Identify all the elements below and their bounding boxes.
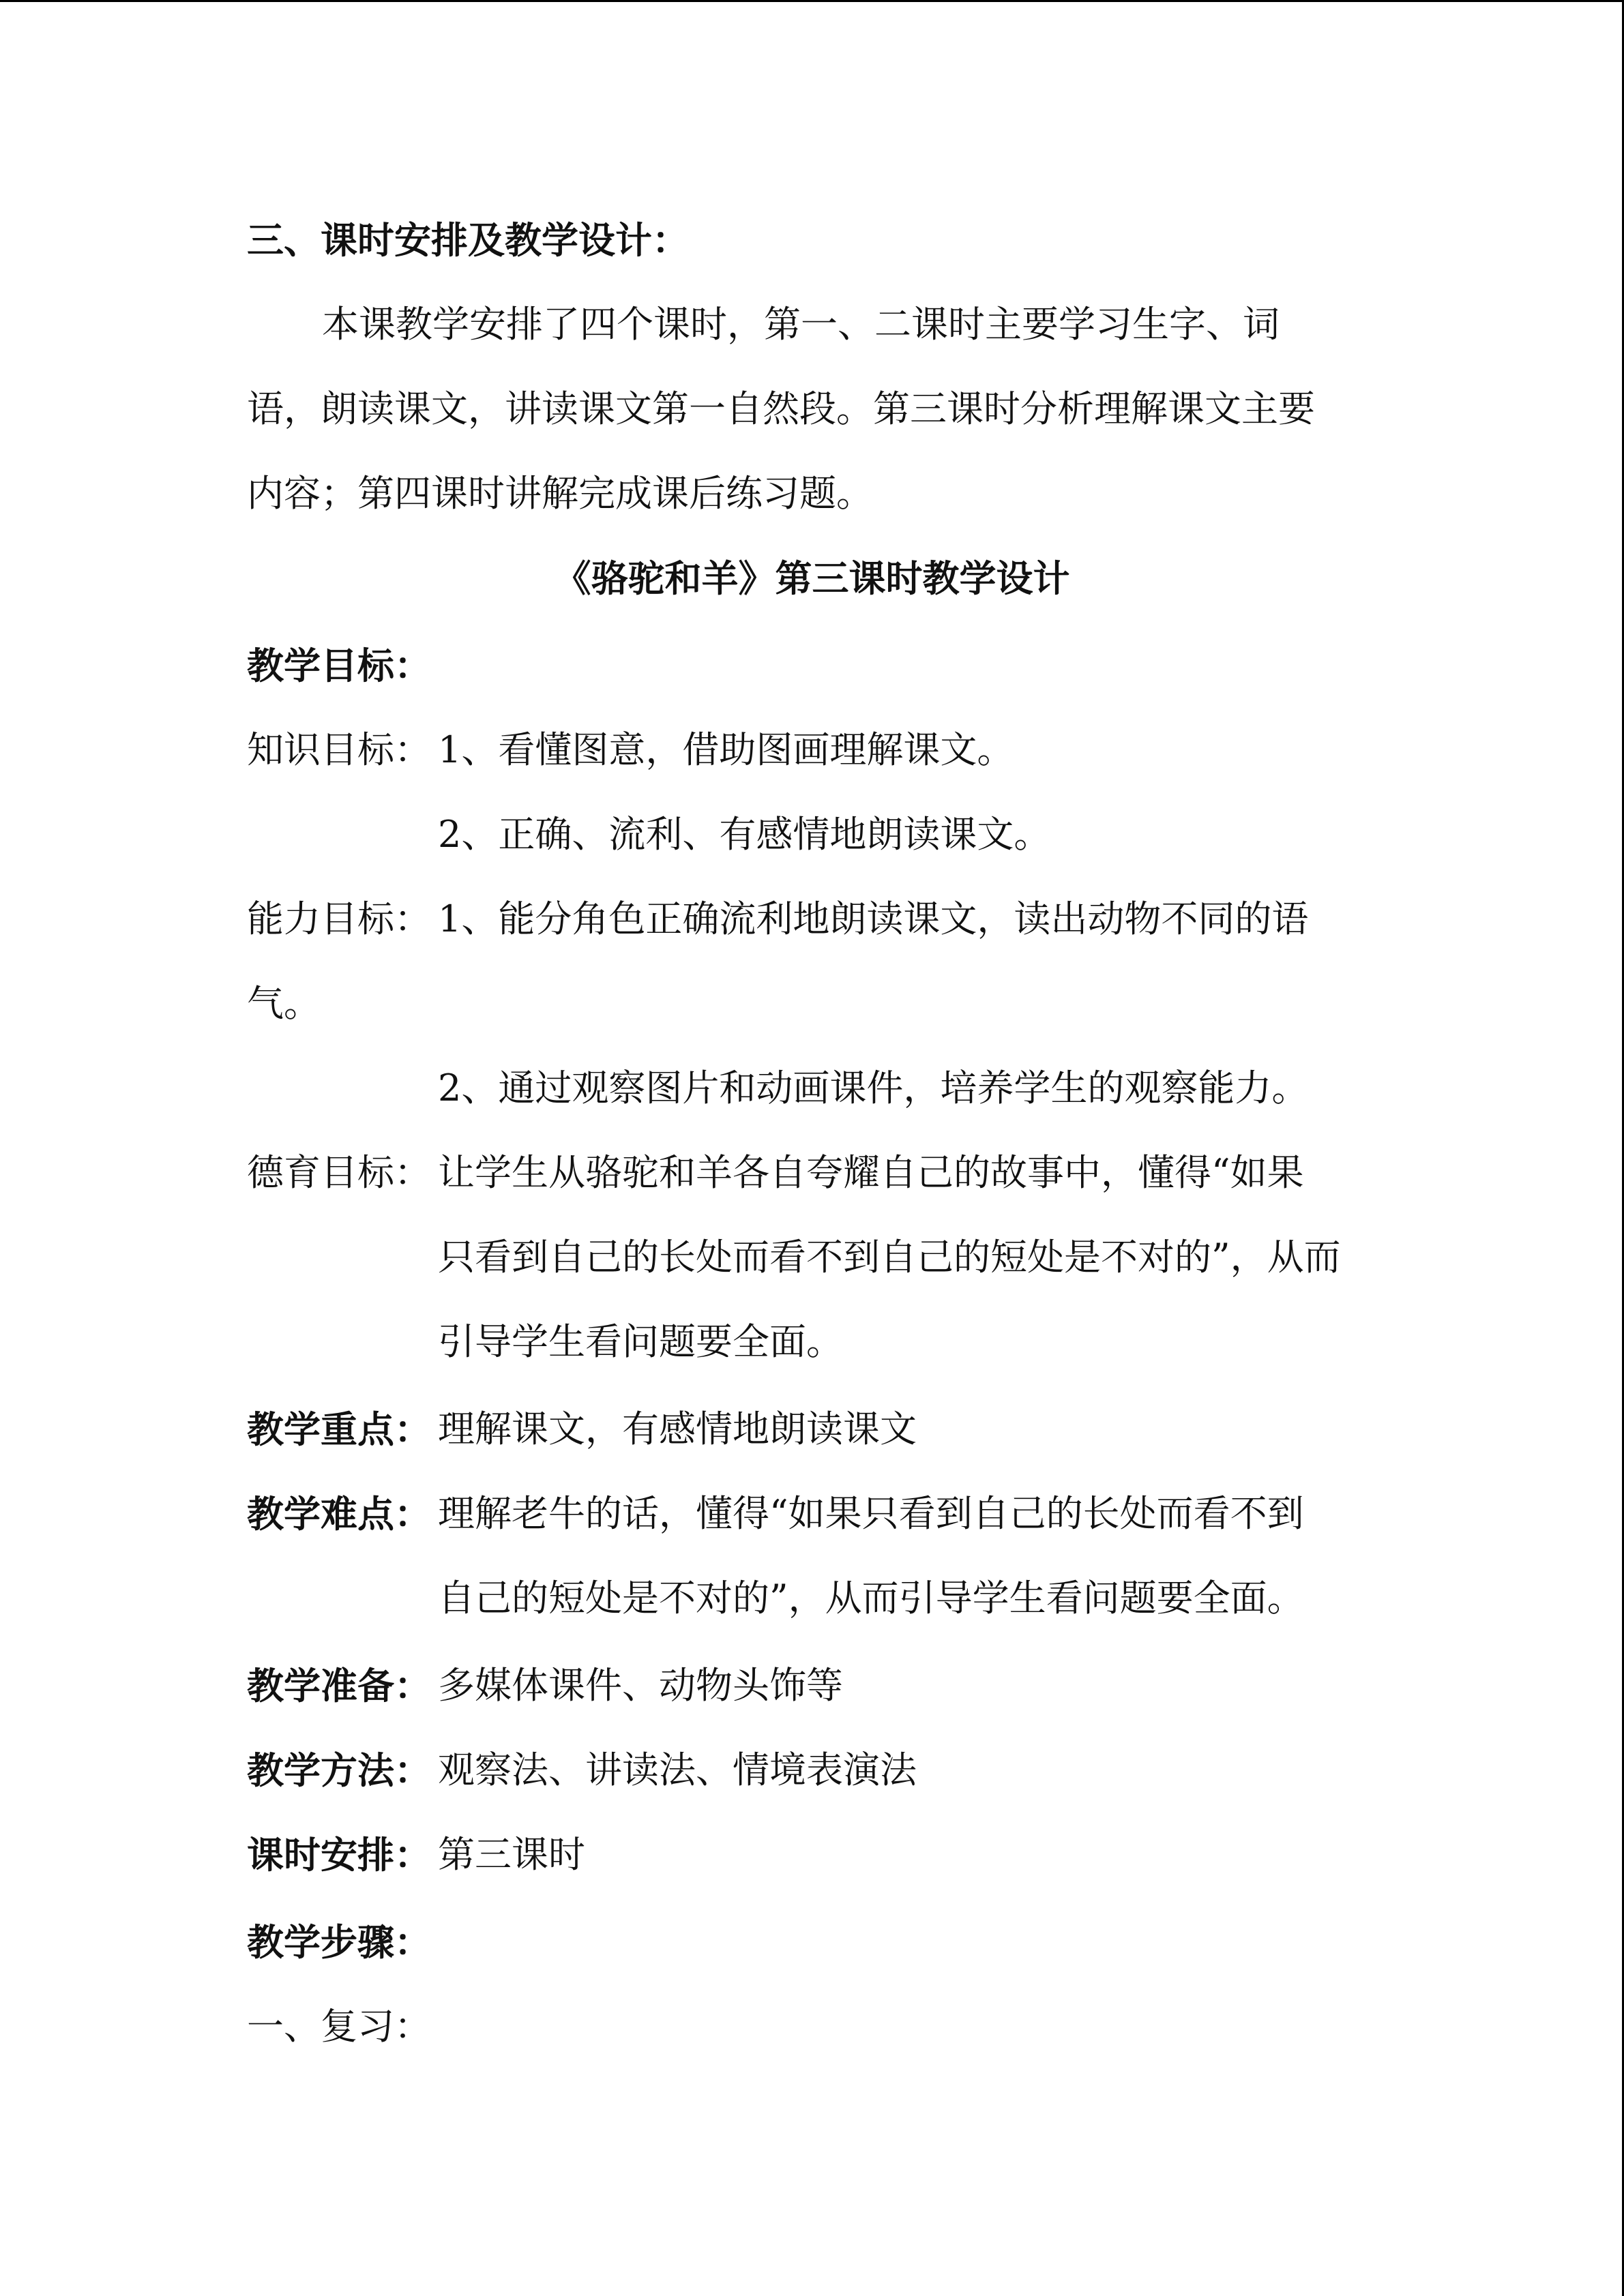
method-label: 教学方法：	[247, 1748, 431, 1792]
preparation-label: 教学准备：	[247, 1664, 431, 1708]
paragraph-line-1: 本课教学安排了四个课时，第一、二课时主要学习生字、词	[322, 303, 1280, 346]
ability-goal-item-2: 2、通过观察图片和动画课件，培养学生的观察能力。	[438, 1067, 1309, 1109]
knowledge-goal-label: 知识目标：	[247, 728, 431, 771]
knowledge-goal-item-1: 1、看懂图意，借助图画理解课文。	[438, 728, 1014, 771]
difficulty-line-1: 理解老牛的话，懂得“如果只看到自己的长处而看不到	[438, 1492, 1304, 1535]
paragraph-line-2: 语，朗读课文，讲读课文第一自然段。第三课时分析理解课文主要	[247, 387, 1315, 430]
key-point-text: 理解课文，有感情地朗读课文	[438, 1407, 917, 1450]
ability-goal-label: 能力目标：	[247, 897, 431, 940]
ability-goal-item-1: 1、能分角色正确流利地朗读课文，读出动物不同的语	[438, 897, 1309, 940]
design-title: 《骆驼和羊》第三课时教学设计	[554, 556, 1070, 600]
knowledge-goal-item-2: 2、正确、流利、有感情地朗读课文。	[438, 813, 1051, 856]
schedule-label: 课时安排：	[247, 1833, 431, 1877]
key-point-label: 教学重点：	[247, 1407, 431, 1451]
moral-goal-line-3: 引导学生看问题要全面。	[438, 1320, 843, 1363]
difficulty-label: 教学难点：	[247, 1492, 431, 1536]
section-heading: 三、课时安排及教学设计：	[247, 218, 689, 262]
ability-goal-item-1-cont: 气。	[247, 982, 321, 1025]
moral-goal-label: 德育目标：	[247, 1151, 431, 1194]
schedule-text: 第三课时	[438, 1833, 585, 1876]
difficulty-line-2: 自己的短处是不对的”，从而引导学生看问题要全面。	[438, 1577, 1304, 1620]
steps-heading: 教学步骤：	[247, 1920, 431, 1964]
method-text: 观察法、讲读法、情境表演法	[438, 1748, 917, 1791]
step-review: 一、复习：	[247, 2005, 431, 2048]
paragraph-line-3: 内容；第四课时讲解完成课后练习题。	[247, 472, 873, 515]
moral-goal-line-2: 只看到自己的长处而看不到自己的短处是不对的”，从而	[438, 1236, 1341, 1279]
page-border-top	[0, 0, 1624, 2]
preparation-text: 多媒体课件、动物头饰等	[438, 1664, 843, 1707]
goals-heading: 教学目标：	[247, 644, 431, 687]
moral-goal-line-1: 让学生从骆驼和羊各自夸耀自己的故事中，懂得“如果	[438, 1151, 1304, 1194]
